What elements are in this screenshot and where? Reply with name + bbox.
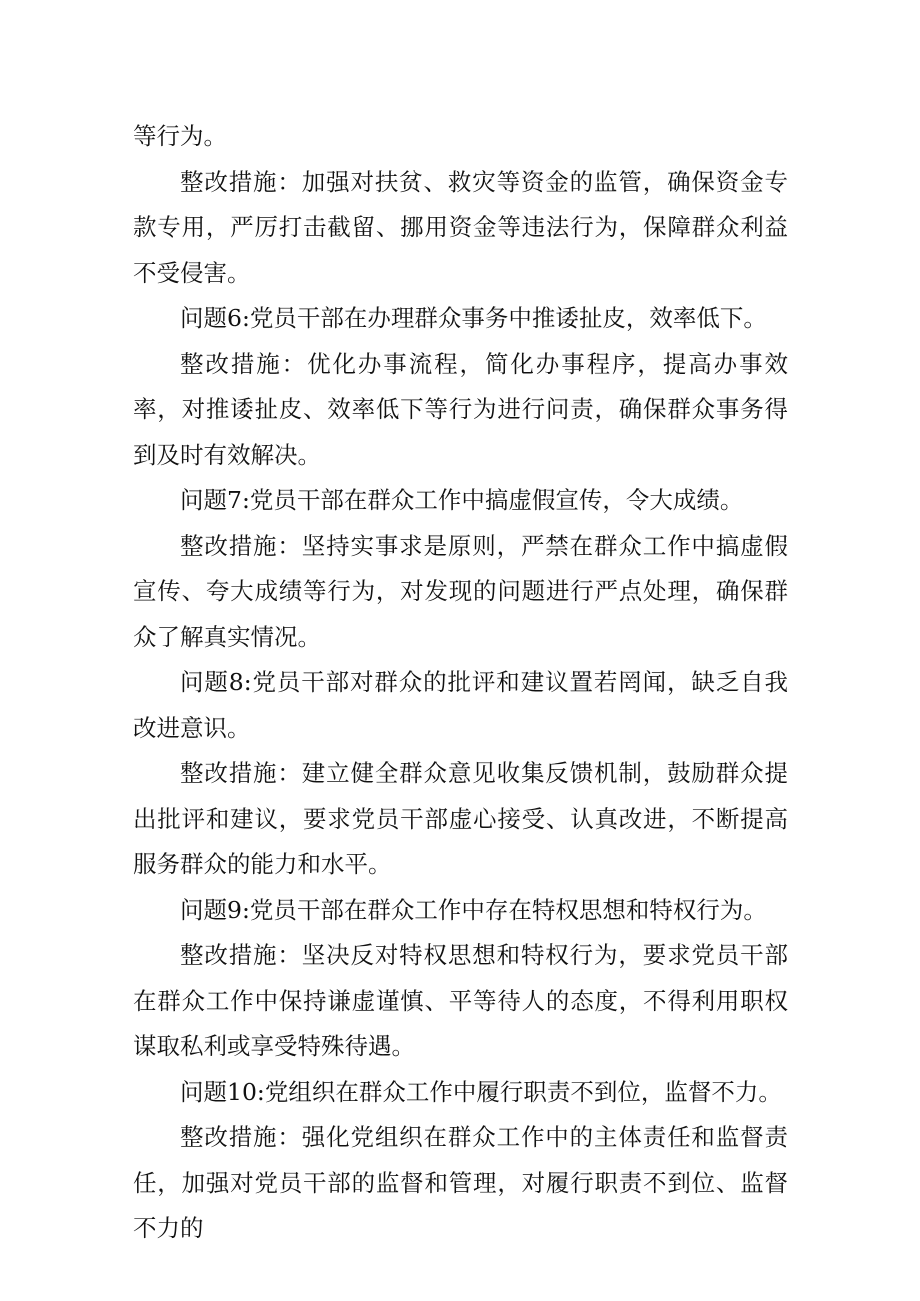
paragraph-measure-6: 整改措施：优化办事流程，简化办事程序，提高办事效率，对推诿扯皮、效率低下等行为进行问责，确保群众事务得到及时有效解决。 (133, 349, 788, 469)
paragraph-issue-7: 问题7:党员干部在群众工作中搞虚假宣传，令大成绩。 (180, 486, 744, 514)
document-body (133, 114, 788, 1252)
paragraph-issue-6: 问题6:党员干部在办理群众事务中推诿扯皮，效率低下。 (180, 304, 767, 332)
paragraph-issue-9: 问题9:党员干部在群众工作中存在特权思想和特权行为。 (180, 895, 767, 924)
paragraph-measure-10: 整改措施：强化党组织在群众工作中的主体责任和监督责任，加强对党员干部的监督和管理，对履行职责不到位、监督不力的 (133, 1123, 788, 1242)
paragraph-measure-8: 整改措施：建立健全群众意见收集反馈机制，鼓励群众提出批评和建议，要求党员干部虚心接受、认真改进，不断提高服务群众的能力和水平。 (133, 759, 788, 878)
paragraph-continuation: 等行为。 (133, 122, 227, 150)
paragraph-measure-7: 整改措施：坚持实事求是原则，严禁在群众工作中搞虚假宣传、夸大成绩等行为，对发现的问题进行严点处理，确保群众了解真实情况。 (133, 531, 788, 651)
paragraph-issue-8: 问题8:党员干部对群众的批评和建议置若罔闻，缺乏自我改进意识。 (133, 668, 788, 742)
paragraph-measure-funds: 整改措施：加强对扶贫、救灾等资金的监管，确保资金专款专用，严厉打击截留、挪用资金等违法行为，保障群众利益不受侵害。 (133, 167, 788, 287)
paragraph-measure-9: 整改措施：坚决反对特权思想和特权行为，要求党员干部在群众工作中保持谦虚谨慎、平等待人的态度，不得利用职权谋取私利或享受特殊待遇。 (133, 941, 788, 1060)
paragraph-issue-10: 问题10:党组织在群众工作中履行职责不到位，监督不力。 (180, 1077, 782, 1106)
